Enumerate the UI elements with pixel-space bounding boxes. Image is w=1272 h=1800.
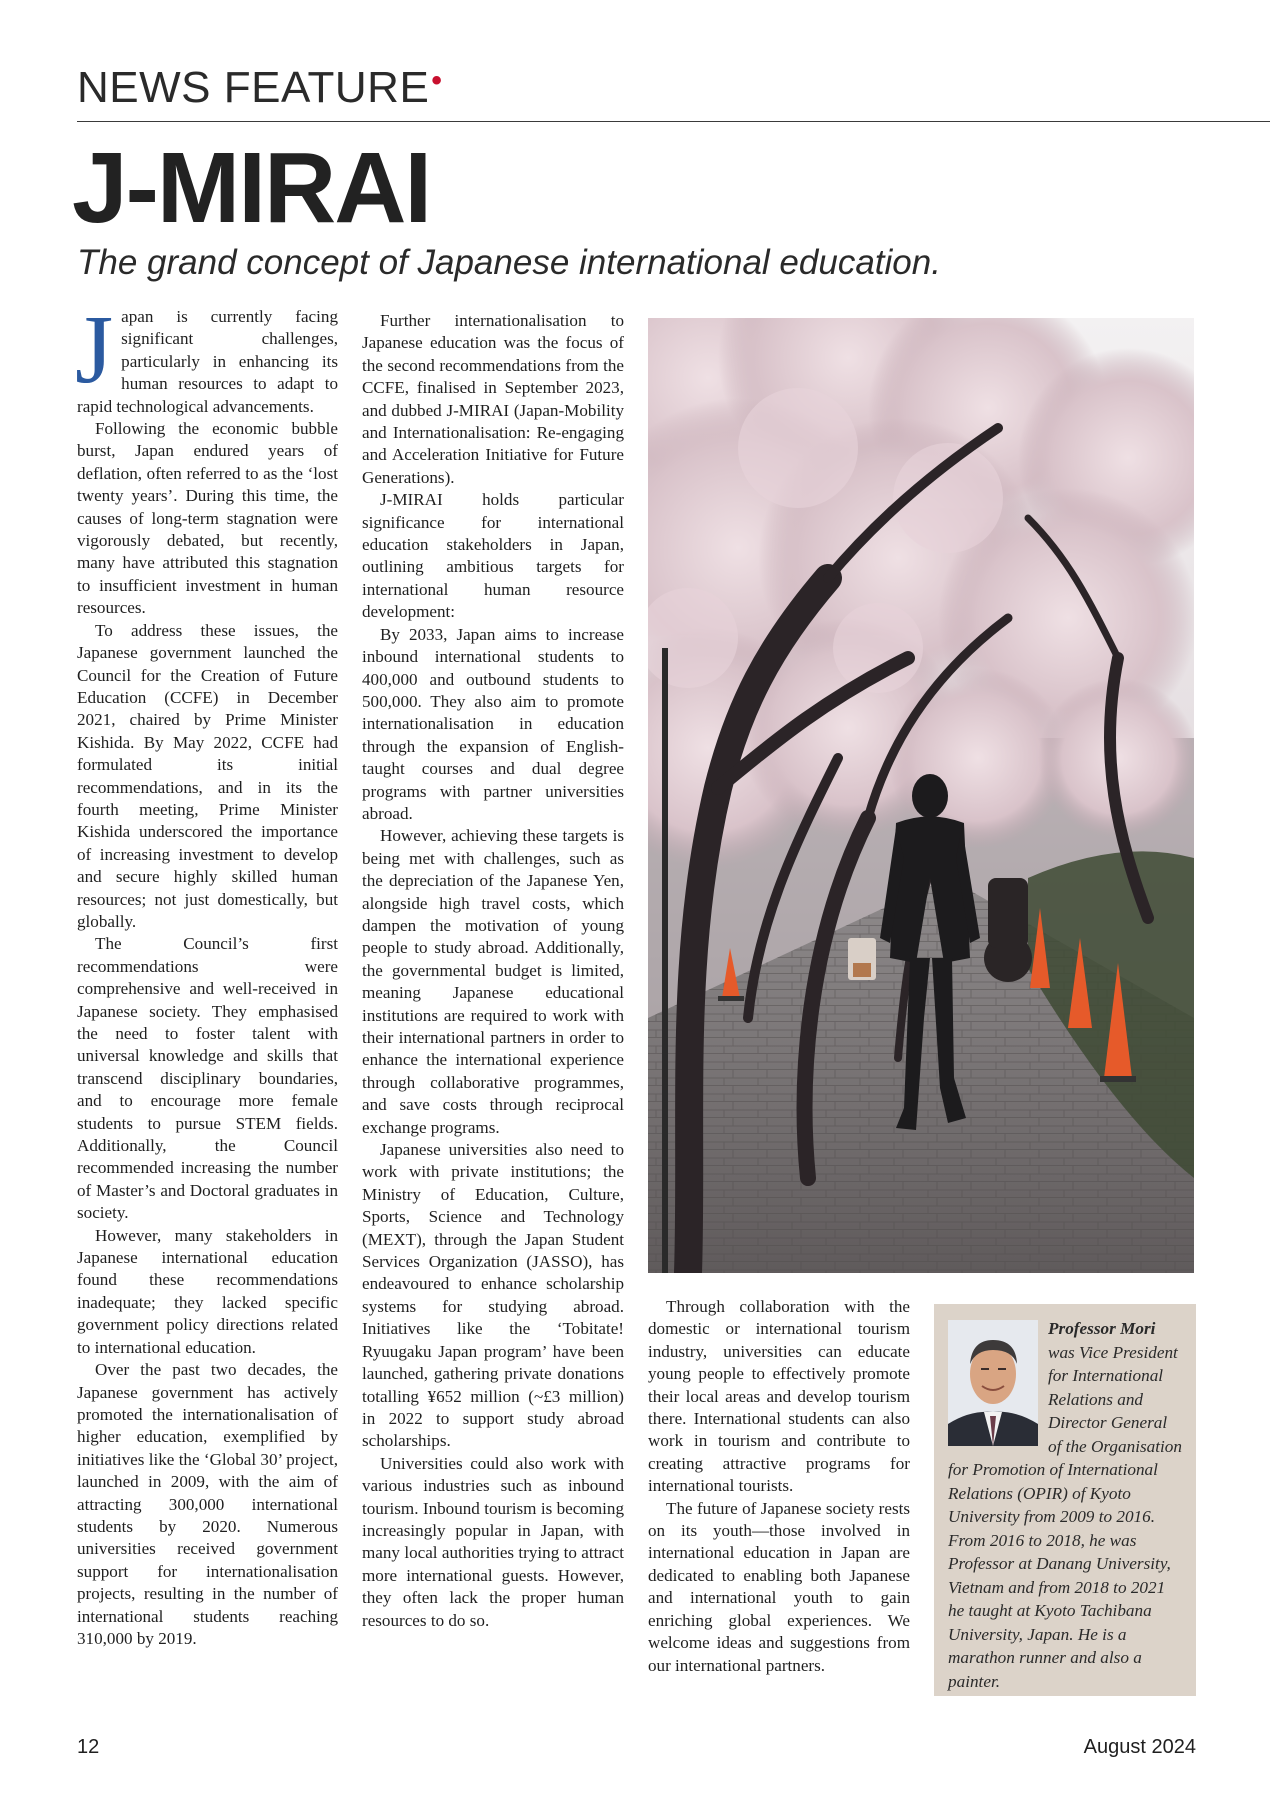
article-paragraph: J-MIRAI holds particular significance for international education stakeholders in Japan, outlining ambitious targets for international human resource development: bbox=[362, 490, 624, 622]
author-bio-box bbox=[934, 1304, 1196, 1696]
article-paragraph: However, achieving these targets is being met with challenges, such as the depreciation of the Japanese Yen, alongside high travel costs, which dampen the motivation of young people to study abroad. Additionally, the governmental budget is limited, meaning Japanese educational institutions are required to work with their international partners in order to enhance the international experience through collaborative programmes, and save costs through reciprocal exchange programs. bbox=[362, 826, 624, 1137]
article-paragraph: Japanese universities also need to work with private institutions; the Ministry of Education, Culture, Sports, Science and Technology (MEXT), through the Japan Student Services Organization (JASSO), has endeavoured to enhance scholarship systems for studying abroad. Initiatives like the ‘Tobitate! Ryuugaku Japan program’ have been launched, gathering private donations totalling ¥652 million (~£3 million) in 2022 to support study abroad scholarships. bbox=[362, 1140, 624, 1451]
article-column-2 bbox=[362, 310, 624, 1632]
article-paragraph: Following the economic bubble burst, Japan endured years of deflation, often referred to as the ‘lost twenty years’. During this time, the causes of long-term stagnation were vigorously debated, but recently, many have attributed this stagnation to insufficient investment in human resources. bbox=[77, 419, 338, 618]
section-label bbox=[77, 63, 443, 112]
article-paragraph bbox=[75, 296, 338, 418]
page-number: 12 bbox=[77, 1736, 100, 1758]
article-paragraph: Universities could also work with various industries such as inbound tourism. Inbound tourism is becoming increasingly popular in Japan, with many local authorities trying to attract more international guests. However, they often lack the proper human resources to do so. bbox=[362, 1453, 624, 1630]
article-paragraph: To address these issues, the Japanese government launched the Council for the Creation of Future Education (CCFE) in December 2021, chaired by Prime Minister Kishida. By May 2022, CCFE had formulated its initial recommendations, and in its the fourth meeting, Prime Minister Kishida underscored the importance of increasing investment to develop and secure highly skilled human resources; not just domestically, but globally. bbox=[77, 620, 338, 931]
author-bio-body: was Vice President for International Relations and Director General of the Organisation for Promotion of International Relations (OPIR) of Kyoto University from 2009 to 2016. From 2016 to 2018, he was Professor at Danang University, Vietnam and from 2018 to 2021 he taught at Kyoto Tachibana University, Japan. He is a marathon runner and also a painter. bbox=[948, 1342, 1182, 1691]
article-paragraph: Through collaboration with the domestic or international tourism industry, universities can educate young people to effectively promote their local areas and develop tourism there. International students can also work in tourism and contribute to creating attractive programs for international tourists. bbox=[648, 1297, 910, 1496]
author-name: Professor Mori bbox=[1048, 1319, 1156, 1338]
article-paragraph: Further internationalisation to Japanese education was the focus of the second recommendations from the CCFE, finalised in September 2023, and dubbed J-MIRAI (Japan-Mobility and Internationalisation: Re-engaging and Acceleration Initiative for Future Generations). bbox=[362, 311, 624, 487]
drop-cap: J bbox=[75, 296, 114, 404]
author-bio-text bbox=[948, 1317, 1184, 1693]
section-dot: • bbox=[431, 64, 443, 97]
article-paragraph: The future of Japanese society rests on its youth—those involved in international education in Japan are dedicated to enabling both Japanese and international youth to gain enriching global experiences. We welcome ideas and suggestions from our international partners. bbox=[648, 1498, 910, 1675]
article-paragraph: By 2033, Japan aims to increase inbound international students to 400,000 and outbound students to 500,000. They also aim to promote internationalisation in education through the expansion of English-taught courses and dual degree programs with partner universities abroad. bbox=[362, 624, 624, 823]
section-label-text: NEWS FEATURE bbox=[77, 63, 430, 112]
article-paragraph: The Council’s first recommendations were comprehensive and well-received in Japanese society. They emphasised the need to foster talent with universal knowledge and skills that transcend disciplinary boundaries, and to encourage more female students to pursue STEM fields. Additionally, the Council recommended increasing the number of Master’s and Doctoral graduates in society. bbox=[77, 934, 338, 1223]
feature-photo bbox=[648, 318, 1194, 1273]
issue-date: August 2024 bbox=[1083, 1736, 1196, 1758]
article-paragraph: However, many stakeholders in Japanese international education found these recommendations inadequate; they lacked specific government policy directions related to international education. bbox=[77, 1225, 338, 1357]
article-column-1 bbox=[75, 296, 338, 1650]
article-paragraph: Over the past two decades, the Japanese government has actively promoted the internationalisation of higher education, exemplified by initiatives like the ‘Global 30’ project, launched in 2009, with the aim of attracting 300,000 international students by 2020. Numerous universities received government support for internationalisation projects, resulting in the number of international students reaching 310,000 by 2019. bbox=[77, 1360, 338, 1648]
paragraph-text: apan is currently facing significant challenges, particularly in enhancing its human resources to adapt to rapid technological advancements. bbox=[77, 307, 338, 416]
headline: J-MIRAI bbox=[72, 132, 431, 244]
header-rule bbox=[77, 121, 1270, 122]
article-column-3 bbox=[648, 1296, 910, 1677]
subhead: The grand concept of Japanese international education. bbox=[77, 243, 941, 282]
cherry-blossom-walkway-photo bbox=[648, 318, 1194, 1273]
